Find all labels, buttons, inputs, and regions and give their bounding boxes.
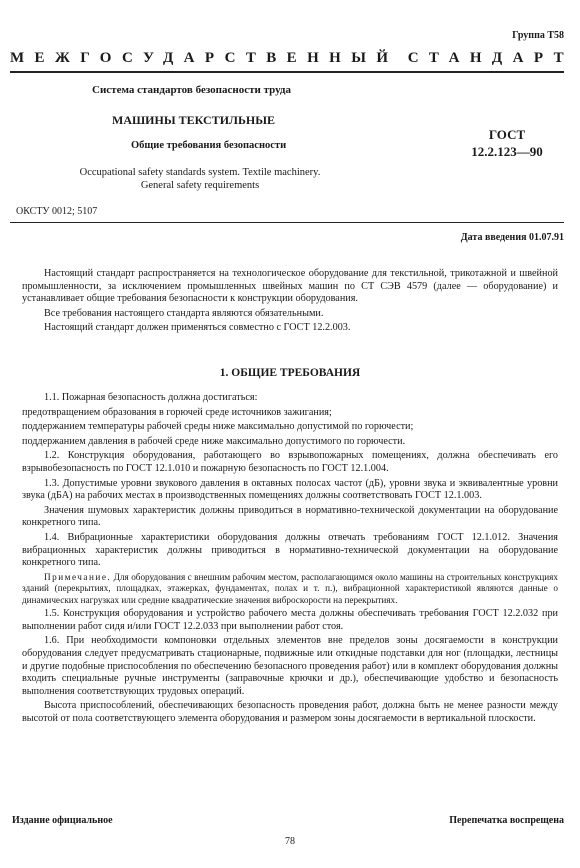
standards-system: Система стандартов безопасности труда [92, 84, 291, 96]
gost-number: 12.2.123—90 [471, 144, 543, 159]
intro-paragraph-1: Настоящий стандарт распространяется на технологическое оборудование для текстильной, трикотажной и швейной промышленности, за исключением промышленных швейных машин по СТ СЭВ 4579 (далее — оборудование) и устанавливает общие требования безопасности к конструкции оборудования. [22, 268, 558, 305]
intro-paragraph-3: Настоящий стандарт должен применяться совместно с ГОСТ 12.2.003. [44, 322, 351, 334]
clause-1-1-item-a: предотвращением образования в горючей среде источников зажигания; [22, 406, 332, 418]
english-title [60, 166, 340, 192]
section-heading: 1. ОБЩИЕ ТРЕБОВАНИЯ [219, 367, 361, 379]
english-title-line-1: Occupational safety standards system. Textile machinery. [79, 167, 321, 178]
intro-paragraph-2: Все требования настоящего стандарта являются обязательными. [44, 307, 324, 319]
clause-1-1: 1.1. Пожарная безопасность должна достигаться: [44, 392, 258, 403]
section-body [22, 392, 558, 728]
gost-label: ГОСТ [488, 127, 526, 142]
document-title: МАШИНЫ ТЕКСТИЛЬНЫЕ [112, 113, 276, 127]
clause-1-2: 1.2. Конструкция оборудования, работающего во взрывопожарных помещениях, должна обеспечивать его взрывобезопасность по ГОСТ 12.1.010 и пожарную безопасность по ГОСТ 12.1.004. [22, 450, 558, 474]
banner-right: СТАНДАРТ [407, 49, 574, 66]
clause-1-1-item-c: поддержанием давления в рабочей среде ниже максимально допустимого по горючести. [22, 435, 406, 447]
banner-left: МЕЖГОСУДАРСТВЕННЫЙ [10, 49, 399, 66]
document-subtitle: Общие требования безопасности [131, 140, 287, 151]
clause-1-4-note [22, 572, 558, 607]
note-text: Для оборудования с внешним рабочим местом, располагающимся около машины на строительных конструкциях зданий (перекрытиях, площадках, этажерках, фундаментах, полах и т. п.), вибрационной характеристикой являются данные о динамических нагрузках или средние квадратические значения виброскорости на перекрытиях. [22, 571, 558, 605]
clause-1-1-item-b: поддержанием температуры рабочей среды ниже максимально допустимой по горючести; [22, 421, 414, 433]
page-number: 78 [285, 836, 295, 847]
gost-block [462, 126, 552, 160]
intro-section [22, 268, 558, 337]
clause-1-6-height: Высота приспособлений, обеспечивающих безопасность проведения работ, должна быть не менее разности между высотой от пола соответствующего элемента оборудования и размером зоны досягаемости в вертикальной плоскости. [22, 700, 558, 724]
official-edition: Издание официальное [12, 815, 113, 826]
reprint-prohibited: Перепечатка воспрещена [449, 815, 564, 826]
clause-1-4: 1.4. Вибрационные характеристики оборудования должны отвечать требованиям ГОСТ 12.1.012. Значения вибрационных характеристик должны приводиться в нормативно-технической документации на оборудование конкретного типа. [22, 531, 558, 569]
clause-1-6: 1.6. При необходимости компоновки отдельных элементов вне пределов зоны досягаемости в конструкции оборудования следует предусматривать стационарные, подвижные или откидные подставки для ног (площадки, лестницы и другие подобные приспособления по обеспечению безопасного проведения работ) или в комплект оборудования должны входить специальные ручные инструменты (заправочные крючки и др.), обеспечивающие удобство и безопасность выполнения соответствующих трудовых операций. [22, 635, 558, 697]
note-label: Примечание. [44, 571, 112, 582]
title-rule [10, 222, 564, 223]
group-code: Группа Т58 [512, 30, 564, 41]
english-title-line-2: General safety requirements [140, 180, 260, 191]
clause-1-3-values: Значения шумовых характеристик должны приводиться в нормативно-технической документации на оборудование конкретного типа. [22, 504, 558, 529]
clause-1-5: 1.5. Конструкция оборудования и устройство рабочего места должны обеспечивать требования ГОСТ 12.2.032 при выполнении работ сидя и/или ГОСТ 12.2.033 при выполнении работ стоя. [22, 608, 558, 632]
header-rule [10, 71, 564, 73]
introduction-date: Дата введения 01.07.91 [460, 232, 564, 243]
clause-1-3: 1.3. Допустимые уровни звукового давления в октавных полосах частот (дБ), уровни звука и эквивалентные уровни звука (дБА) на рабочих местах в производственных помещениях должны соответствовать ГОСТ 12.1.003. [22, 477, 558, 502]
okstu-code: ОКСТУ 0012; 5107 [16, 206, 98, 217]
standard-banner [10, 47, 574, 69]
